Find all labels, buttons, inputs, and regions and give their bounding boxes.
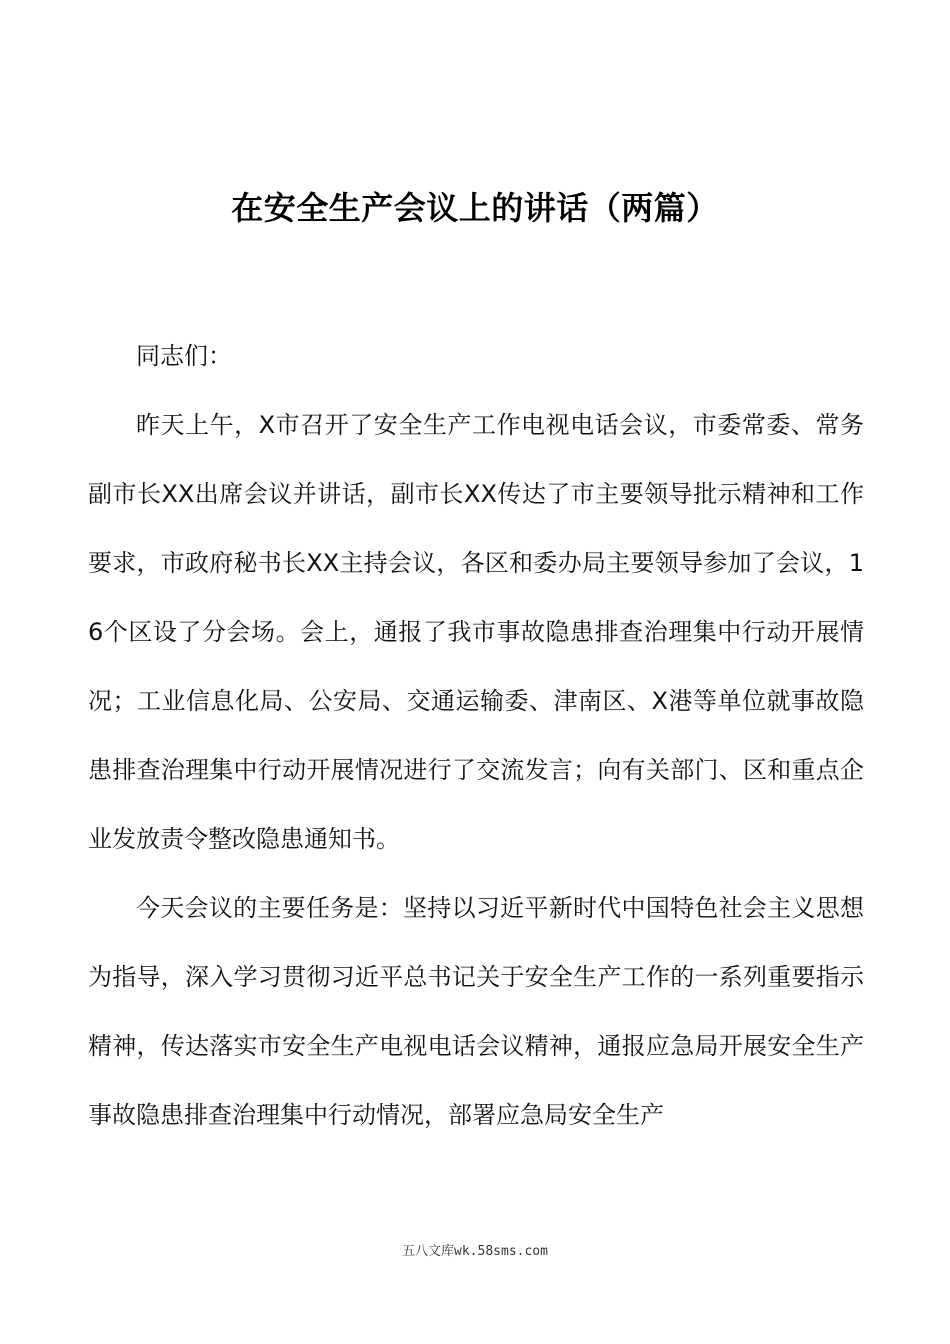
document-title: 在安全生产会议上的讲话（两篇） bbox=[231, 189, 719, 227]
paragraph-2: 今天会议的主要任务是：坚持以习近平新时代中国特色社会主义思想为指导，深入学习贯彻习近平总书记关于安全生产工作的一系列重要指示精神，传达落实市安全生产电视电话会议精神，通报应急局开展安全生产事故隐患排查治理集中行动情况，部署应急局安全生产 bbox=[88, 894, 864, 1129]
salutation: 同志们： bbox=[136, 342, 232, 370]
document-body bbox=[88, 322, 864, 1150]
footer-watermark: 五八文库wk.58sms.com bbox=[402, 1244, 548, 1259]
paragraph-1: 昨天上午，X市召开了安全生产工作电视电话会议，市委常委、常务副市长XX出席会议并讲话，副市长XX传达了市主要领导批示精神和工作要求，市政府秘书长XX主持会议，各区和委办局主要领导参加了会议，16个区设了分会场。会上，通报了我市事故隐患排查治理集中行动开展情况；工业信息化局、公安局、交通运输委、津南区、X港等单位就事故隐患排查治理集中行动开展情况进行了交流发言；向有关部门、区和重点企业发放责令整改隐患通知书。 bbox=[88, 411, 864, 853]
